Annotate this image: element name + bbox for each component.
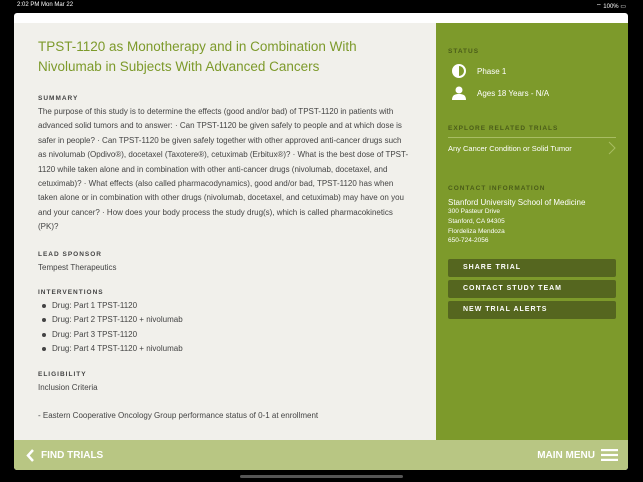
status-label: STATUS (448, 48, 480, 55)
bottom-bar (14, 440, 628, 470)
sponsor-label: LEAD SPONSOR (38, 250, 103, 258)
phase-row (448, 61, 616, 81)
main-menu-label: MAIN MENU (537, 449, 595, 461)
interventions-list (38, 299, 412, 357)
related-trial-link[interactable] (448, 137, 616, 158)
find-trials-button[interactable] (26, 449, 103, 462)
list-item: Drug: Part 2 TPST-1120 + nivolumab (38, 313, 412, 327)
hamburger-menu-icon (601, 449, 618, 461)
ages-row (448, 83, 616, 103)
contact-label: CONTACT INFORMATION (448, 185, 546, 192)
trial-title: TPST-1120 as Monotherapy and in Combination With Nivolumab in Subjects With Advanced Cancers (38, 39, 357, 74)
contact-name: Stanford University School of Medicine (448, 198, 586, 207)
interventions-label: INTERVENTIONS (38, 289, 104, 297)
status-bar (17, 2, 626, 10)
list-item: Drug: Part 1 TPST-1120 (38, 299, 412, 313)
chevron-right-icon (608, 141, 616, 155)
status-time: 2:02 PM Mon Mar 22 (17, 2, 74, 8)
related-label: EXPLORE RELATED TRIALS (448, 125, 559, 132)
sponsor-name: Tempest Therapeutics (38, 262, 117, 272)
share-trial-button[interactable]: SHARE TRIAL (448, 259, 616, 277)
app-window (14, 13, 628, 470)
ages-text: Ages 18 Years - N/A (477, 88, 550, 98)
contact-city: Stanford, CA 94305 (448, 217, 505, 225)
contact-phone[interactable]: 650-724-2056 (448, 237, 489, 245)
half-circle-icon (452, 64, 466, 78)
related-trial-text: Any Cancer Condition or Solid Tumor (448, 143, 572, 153)
eligibility-item: - Eastern Cooperative Oncology Group performance status of 0-1 at enrollment (38, 411, 319, 421)
contact-study-team-button[interactable]: CONTACT STUDY TEAM (448, 280, 616, 298)
battery-indicator: ⌔ 100% ▭ (595, 4, 626, 10)
person-icon (452, 86, 466, 100)
main-menu-button[interactable] (537, 449, 618, 461)
list-item: Drug: Part 3 TPST-1120 (38, 328, 412, 342)
chevron-left-icon (26, 449, 35, 462)
home-indicator[interactable] (240, 475, 403, 478)
trial-details (14, 23, 436, 440)
contact-person: Flordeliza Mendoza (448, 227, 505, 235)
summary-text: The purpose of this study is to determine the effects (good and/or bad) of TPST-1120 in patients with advanced solid tumors and to answer: · Can TPST-1120 be given safely to people and at which dose is safer in people? · Can TPST-1120 be given safely together with other approved anti-cancer drugs such as nivolumab (Opdivo®), docetaxel (Taxotere®), cetuximab (Erbitux®)? · What is the best dose of TPST-1120 while taken alone and in combination with other anti-cancer drugs (nivolumab, docetaxel, and cetuximab)? · What effects (also called pharmacodynamics), good and/or bad, TPST-1120 has when taken alone or in combination with other drugs (nivolumab, docetaxel, and cetuximab) may have on you and your cancer? · How does your body process the study drug(s), which is called pharmacokinetics (PK)? (38, 107, 409, 232)
list-item: Drug: Part 4 TPST-1120 + nivolumab (38, 342, 412, 356)
new-trial-alerts-button[interactable]: NEW TRIAL ALERTS (448, 301, 616, 319)
sidebar (436, 23, 628, 440)
eligibility-label: ELIGIBILITY (38, 370, 87, 378)
summary-label: SUMMARY (38, 95, 79, 102)
contact-address: 300 Pasteur Drive (448, 208, 501, 215)
eligibility-heading: Inclusion Criteria (38, 382, 98, 392)
phase-text: Phase 1 (477, 66, 507, 76)
find-trials-label: FIND TRIALS (41, 449, 104, 461)
